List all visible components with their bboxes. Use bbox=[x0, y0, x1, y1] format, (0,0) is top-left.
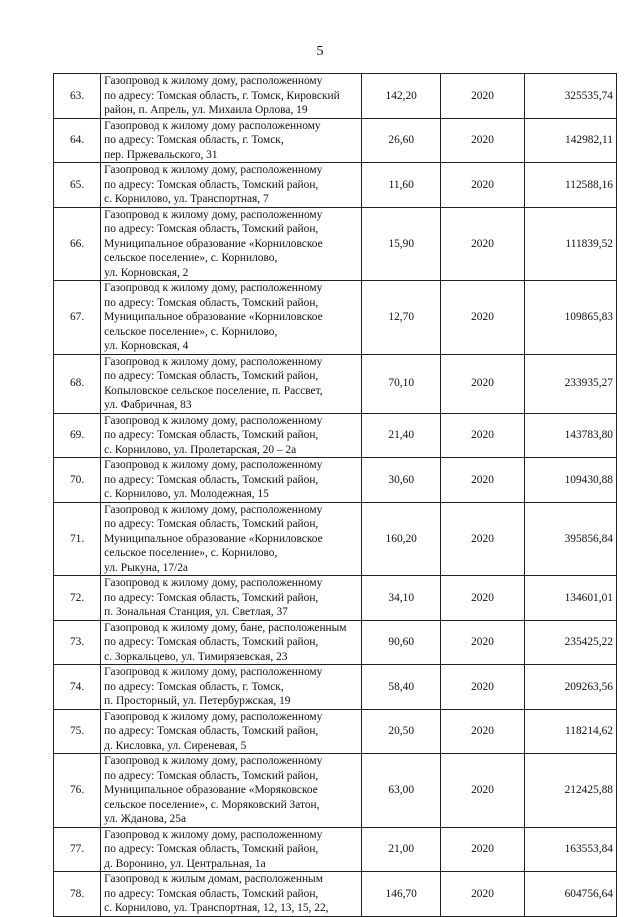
pipeline-length-text: 160,20 bbox=[385, 532, 417, 545]
pipeline-length-text: 58,40 bbox=[388, 680, 415, 693]
pipeline-length bbox=[362, 576, 441, 621]
object-description-text: Газопровод к жилому дому, расположенному по адресу: Томская область, Томский район, Муниципальное образование «Корниловское сельское поселение», с. Корнилово, ул. Корновская, 4 bbox=[104, 282, 323, 352]
book-value bbox=[524, 118, 616, 163]
row-number-text: 64. bbox=[69, 134, 85, 146]
table-row bbox=[54, 354, 617, 413]
commission-year bbox=[441, 118, 524, 163]
row-number bbox=[54, 502, 101, 576]
object-description bbox=[101, 665, 362, 710]
row-number-text: 72. bbox=[69, 591, 85, 604]
commission-year bbox=[441, 620, 524, 665]
pipeline-length bbox=[362, 281, 441, 355]
book-value bbox=[524, 413, 616, 458]
pipeline-length-text: 21,40 bbox=[388, 429, 415, 441]
commission-year-text: 2020 bbox=[471, 89, 494, 102]
object-description-text: Газопровод к жилым домам, расположенным по адресу: Томская область, Томский район, с. Корнилово, ул. Транспортная, 12, 13, 15, 22, bbox=[104, 873, 329, 914]
pipeline-length-text: 11,60 bbox=[388, 178, 414, 191]
object-description bbox=[101, 163, 362, 208]
pipeline-length-text: 21,00 bbox=[388, 843, 415, 855]
commission-year bbox=[441, 709, 524, 754]
book-value bbox=[524, 458, 616, 503]
row-number bbox=[54, 207, 101, 281]
registry-table bbox=[53, 73, 617, 917]
object-description-text: Газопровод к жилому дому, расположенному по адресу: Томская область, Томский район, Муниципальное образование «Корниловское сельское поселение», с. Корнилово, ул. Рыкуна, 17/2а bbox=[104, 503, 323, 574]
commission-year bbox=[441, 827, 524, 872]
row-number-text: 63. bbox=[69, 89, 85, 102]
commission-year-text: 2020 bbox=[471, 134, 494, 146]
object-description bbox=[101, 709, 362, 754]
pipeline-length bbox=[362, 163, 441, 208]
commission-year-text: 2020 bbox=[471, 532, 494, 545]
row-number-text: 76. bbox=[69, 784, 85, 796]
row-number bbox=[54, 163, 101, 208]
book-value-text: 111839,52 bbox=[565, 237, 613, 250]
book-value bbox=[524, 827, 616, 872]
pipeline-length-text: 142,20 bbox=[385, 89, 417, 102]
book-value bbox=[524, 207, 616, 281]
row-number bbox=[54, 458, 101, 503]
object-description bbox=[101, 620, 362, 665]
commission-year-text: 2020 bbox=[471, 429, 494, 441]
table-body bbox=[54, 74, 617, 917]
commission-year-text: 2020 bbox=[471, 843, 494, 855]
book-value-text: 325535,74 bbox=[564, 89, 613, 102]
pipeline-length-text: 146,70 bbox=[385, 887, 417, 900]
pipeline-length-text: 70,10 bbox=[388, 377, 415, 390]
row-number-text: 78. bbox=[69, 887, 85, 900]
book-value bbox=[524, 576, 616, 621]
pipeline-length-text: 20,50 bbox=[388, 725, 415, 737]
object-description-text: Газопровод к жилому дому, расположенному по адресу: Томская область, Томский район, д. Кисловка, ул. Сиреневая, 5 bbox=[104, 710, 323, 752]
book-value bbox=[524, 620, 616, 665]
book-value bbox=[524, 872, 616, 917]
book-value-text: 134601,01 bbox=[564, 591, 613, 604]
book-value-text: 143783,80 bbox=[564, 429, 613, 441]
row-number bbox=[54, 576, 101, 621]
row-number bbox=[54, 709, 101, 754]
commission-year bbox=[441, 872, 524, 917]
pipeline-length bbox=[362, 118, 441, 163]
pipeline-length-text: 34,10 bbox=[388, 591, 415, 604]
table-row bbox=[54, 413, 617, 458]
pipeline-length bbox=[362, 74, 441, 119]
row-number-text: 77. bbox=[69, 843, 85, 855]
commission-year bbox=[441, 163, 524, 208]
pipeline-length-text: 15,90 bbox=[388, 237, 415, 250]
row-number bbox=[54, 354, 101, 413]
object-description bbox=[101, 207, 362, 281]
object-description-text: Газопровод к жилому дому, расположенному по адресу: Томская область, г. Томск, п. Просторный, ул. Петербуржская, 19 bbox=[104, 666, 323, 707]
row-number bbox=[54, 665, 101, 710]
book-value bbox=[524, 709, 616, 754]
table-row bbox=[54, 458, 617, 503]
row-number bbox=[54, 413, 101, 458]
book-value-text: 109430,88 bbox=[564, 473, 613, 486]
book-value-text: 233935,27 bbox=[564, 377, 613, 390]
pipeline-length bbox=[362, 827, 441, 872]
row-number bbox=[54, 620, 101, 665]
object-description bbox=[101, 872, 362, 917]
table-row bbox=[54, 74, 617, 119]
commission-year-text: 2020 bbox=[471, 311, 494, 323]
object-description-text: Газопровод к жилому дому, расположенному по адресу: Томская область, Томский район, Копыловское сельское поселение, п. Рассвет, ул. Фабричная, 83 bbox=[104, 355, 323, 411]
object-description bbox=[101, 118, 362, 163]
book-value bbox=[524, 281, 616, 355]
object-description bbox=[101, 281, 362, 355]
commission-year bbox=[441, 458, 524, 503]
book-value-text: 212425,88 bbox=[564, 784, 613, 796]
book-value-text: 163553,84 bbox=[564, 843, 613, 855]
commission-year bbox=[441, 502, 524, 576]
object-description-text: Газопровод к жилому дому, расположенному по адресу: Томская область, Томский район, с. Корнилово, ул. Пролетарская, 20 – 2а bbox=[104, 414, 323, 456]
commission-year bbox=[441, 754, 524, 828]
object-description bbox=[101, 413, 362, 458]
commission-year-text: 2020 bbox=[471, 237, 494, 250]
row-number bbox=[54, 872, 101, 917]
commission-year-text: 2020 bbox=[471, 591, 494, 604]
commission-year bbox=[441, 665, 524, 710]
table-row bbox=[54, 620, 617, 665]
table-row bbox=[54, 709, 617, 754]
commission-year bbox=[441, 207, 524, 281]
object-description-text: Газопровод к жилому дому, расположенному по адресу: Томская область, Томский район, Муниципальное образование «Корниловское сельское поселение», с. Корнилово, ул. Корновская, 2 bbox=[104, 208, 323, 279]
book-value-text: 235425,22 bbox=[564, 636, 613, 648]
row-number bbox=[54, 74, 101, 119]
table-row bbox=[54, 207, 617, 281]
table-row bbox=[54, 827, 617, 872]
object-description-text: Газопровод к жилому дому расположенному по адресу: Томская область, г. Томск, пер. Пржевальского, 31 bbox=[104, 119, 321, 161]
object-description-text: Газопровод к жилому дому, расположенному по адресу: Томская область, Томский район, п. Зональная Станция, ул. Светлая, 37 bbox=[104, 577, 323, 618]
commission-year-text: 2020 bbox=[471, 887, 494, 900]
object-description-text: Газопровод к жилому дому, расположенному по адресу: Томская область, Томский район, с. Корнилово, ул. Молодежная, 15 bbox=[104, 459, 323, 500]
row-number bbox=[54, 754, 101, 828]
pipeline-length bbox=[362, 872, 441, 917]
row-number bbox=[54, 118, 101, 163]
commission-year-text: 2020 bbox=[471, 680, 494, 693]
pipeline-length-text: 90,60 bbox=[388, 636, 415, 648]
book-value bbox=[524, 74, 616, 119]
object-description-text: Газопровод к жилому дому, расположенному по адресу: Томская область, Томский район, д. Воронино, ул. Центральная, 1а bbox=[104, 828, 323, 870]
pipeline-length bbox=[362, 207, 441, 281]
object-description-text: Газопровод к жилому дому, расположенному по адресу: Томская область, Томский район, Муниципальное образование «Моряковское сельское поселение», с. Моряковский Затон, ул. Жданова, 25а bbox=[104, 755, 323, 825]
book-value bbox=[524, 163, 616, 208]
commission-year-text: 2020 bbox=[471, 377, 494, 390]
row-number-text: 67. bbox=[69, 311, 85, 323]
pipeline-length bbox=[362, 502, 441, 576]
row-number-text: 69. bbox=[69, 429, 85, 441]
row-number-text: 74. bbox=[69, 680, 85, 693]
table-row bbox=[54, 754, 617, 828]
commission-year bbox=[441, 354, 524, 413]
pipeline-length bbox=[362, 754, 441, 828]
pipeline-length bbox=[362, 354, 441, 413]
row-number-text: 75. bbox=[69, 725, 85, 737]
row-number-text: 70. bbox=[69, 473, 85, 486]
table-row bbox=[54, 281, 617, 355]
commission-year bbox=[441, 413, 524, 458]
book-value bbox=[524, 354, 616, 413]
pipeline-length-text: 30,60 bbox=[388, 473, 415, 486]
object-description bbox=[101, 754, 362, 828]
commission-year bbox=[441, 74, 524, 119]
object-description-text: Газопровод к жилому дому, расположенному по адресу: Томская область, г. Томск, Кировский район, п. Апрель, ул. Михаила Орлова, 19 bbox=[104, 75, 340, 116]
book-value bbox=[524, 754, 616, 828]
commission-year bbox=[441, 576, 524, 621]
pipeline-length bbox=[362, 709, 441, 754]
object-description bbox=[101, 354, 362, 413]
commission-year-text: 2020 bbox=[471, 636, 494, 648]
pipeline-length bbox=[362, 413, 441, 458]
object-description bbox=[101, 458, 362, 503]
book-value-text: 395856,84 bbox=[564, 532, 613, 545]
pipeline-length bbox=[362, 458, 441, 503]
commission-year-text: 2020 bbox=[471, 784, 494, 796]
row-number bbox=[54, 281, 101, 355]
book-value-text: 604756,64 bbox=[564, 887, 613, 900]
row-number-text: 68. bbox=[69, 377, 85, 390]
commission-year-text: 2020 bbox=[471, 725, 494, 737]
object-description bbox=[101, 502, 362, 576]
object-description bbox=[101, 827, 362, 872]
commission-year bbox=[441, 281, 524, 355]
row-number bbox=[54, 827, 101, 872]
pipeline-length-text: 12,70 bbox=[388, 311, 415, 323]
object-description bbox=[101, 576, 362, 621]
row-number-text: 65. bbox=[69, 178, 85, 191]
book-value bbox=[524, 665, 616, 710]
table-row bbox=[54, 872, 617, 917]
commission-year-text: 2020 bbox=[471, 178, 494, 191]
table-row bbox=[54, 118, 617, 163]
book-value-text: 209263,56 bbox=[564, 680, 613, 693]
row-number-text: 73. bbox=[69, 636, 85, 648]
pipeline-length bbox=[362, 620, 441, 665]
object-description bbox=[101, 74, 362, 119]
table-row bbox=[54, 502, 617, 576]
row-number-text: 66. bbox=[69, 237, 85, 250]
table-row bbox=[54, 163, 617, 208]
book-value bbox=[524, 502, 616, 576]
object-description-text: Газопровод к жилому дому, бане, расположенным по адресу: Томская область, Томский район, с. Зоркальцево, ул. Тимирязевская, 23 bbox=[104, 621, 347, 663]
row-number-text: 71. bbox=[69, 532, 85, 545]
book-value-text: 109865,83 bbox=[564, 311, 613, 323]
pipeline-length bbox=[362, 665, 441, 710]
commission-year-text: 2020 bbox=[471, 473, 494, 486]
pipeline-length-text: 63,00 bbox=[388, 784, 415, 796]
book-value-text: 112588,16 bbox=[565, 178, 613, 191]
book-value-text: 118214,62 bbox=[565, 725, 613, 737]
pipeline-length-text: 26,60 bbox=[388, 134, 415, 146]
table-row bbox=[54, 576, 617, 621]
page-number: 5 bbox=[316, 44, 324, 59]
object-description-text: Газопровод к жилому дому, расположенному по адресу: Томская область, Томский район, с. Корнилово, ул. Транспортная, 7 bbox=[104, 164, 323, 205]
table-row bbox=[54, 665, 617, 710]
book-value-text: 142982,11 bbox=[565, 134, 613, 146]
